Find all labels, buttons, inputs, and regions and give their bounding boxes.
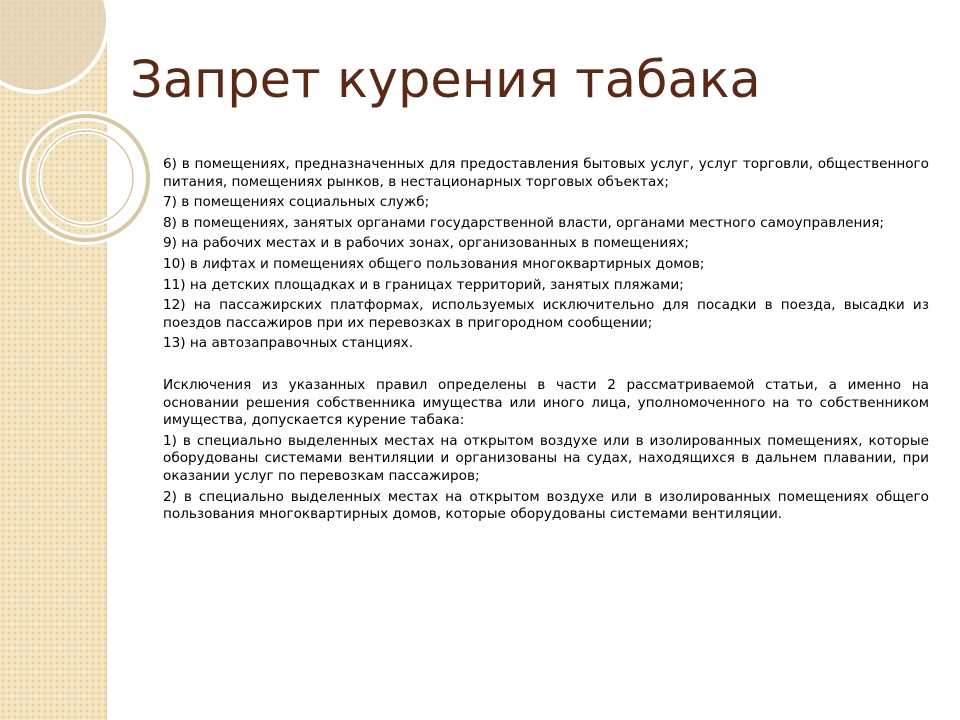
list-item: 13) на автозаправочных станциях. bbox=[163, 335, 414, 352]
list-item: 8) в помещениях, занятых органами государственной власти, органами местного самоуправления; bbox=[163, 214, 884, 231]
list-item: 11) на детских площадках и в границах территорий, занятых пляжами; bbox=[163, 276, 684, 293]
list-item: 10) в лифтах и помещениях общего пользования многоквартирных домов; bbox=[163, 255, 705, 272]
list-item: 9) на рабочих местах и в рабочих зонах, организованных в помещениях; bbox=[163, 235, 689, 252]
exception-item: 1) в специально выделенных местах на открытом воздухе или в изолированных помещениях, которые оборудованы системами вентиляции и организованы на судах, находящихся в дальнем плавании, при оказании услуг по перевозкам пассажиров; bbox=[163, 432, 929, 484]
decorative-rings-icon bbox=[0, 0, 160, 260]
list-item: 6) в помещениях, предназначенных для предоставления бытовых услуг, услуг торговли, общественного питания, помещениях рынков, в нестационарных торговых объектах; bbox=[163, 156, 929, 190]
slide-content bbox=[163, 156, 929, 527]
slide-title: Запрет курения табака bbox=[130, 51, 761, 110]
list-item: 7) в помещениях социальных служб; bbox=[163, 194, 430, 211]
exceptions-intro: Исключения из указанных правил определены в части 2 рассматриваемой статьи, а именно на основании решения собственника имущества или иного лица, уполномоченного на то собственником имущества, допускается курение табака: bbox=[163, 376, 929, 429]
exception-item: 2) в специально выделенных местах на открытом воздухе или в изолированных помещениях общего пользования многоквартирных домов, которые оборудованы системами вентиляции. bbox=[163, 488, 929, 523]
list-item: 12) на пассажирских платформах, используемых исключительно для посадки в поезда, высадки из поездов пассажиров при их перевозках в пригородном сообщении; bbox=[163, 297, 929, 331]
